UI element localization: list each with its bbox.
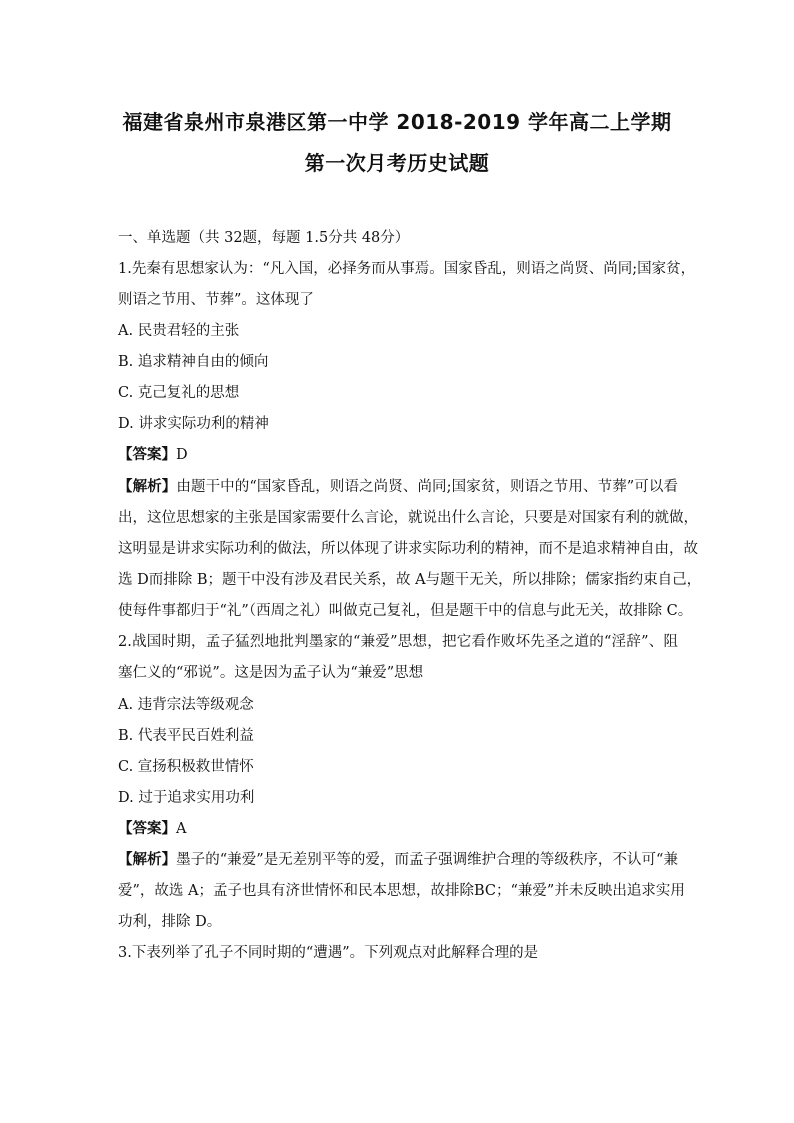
q1-analysis-line-1 — [118, 477, 678, 497]
q2-analysis-line-3: 功利，排除 D。 — [118, 914, 222, 930]
q2-analysis-line-2: 爱”，故选 A；孟子也具有济世情怀和民本思想，故排除BC；“兼爱”并未反映出追求实用 — [118, 883, 685, 899]
exam-title-line-1: 福建省泉州市泉港区第一中学 2018-2019 学年高二上学期 — [122, 110, 672, 134]
exam-title-line-2: 第一次月考历史试题 — [304, 151, 490, 175]
q1-option-d: D. 讲求实际功利的精神 — [118, 416, 269, 432]
q2-option-a: A. 违背宗法等级观念 — [118, 697, 254, 713]
q1-answer-value: D — [176, 447, 188, 463]
q2-answer-value: A — [176, 821, 187, 837]
q3-stem-line-1: 3.下表列举了孔子不同时期的“遭遇”。下列观点对此解释合理的是 — [118, 945, 539, 961]
q1-analysis-text-1: 由题干中的“国家昏乱，则语之尚贤、尚同;国家贫，则语之节用、节葬”可以看 — [176, 479, 678, 495]
q2-analysis-text-1: 墨子的“兼爱”是无差别平等的爱，而孟子强调维护合理的等级秩序，不认可“兼 — [176, 852, 678, 868]
q2-analysis-line-1 — [118, 850, 678, 870]
q2-answer — [118, 819, 678, 839]
section-heading: 一、单选题（共 32题，每题 1.5分共 48分） — [118, 230, 410, 246]
q1-analysis-line-2: 出，这位思想家的主张是国家需要什么言论，就说出什么言论，只要是对国家有利的就做， — [118, 510, 698, 526]
q2-option-d: D. 过于追求实用功利 — [118, 790, 255, 806]
q1-stem-line-1: 1.先秦有思想家认为：“凡入国，必择务而从事焉。国家昏乱，则语之尚贤、尚同;国家贫， — [118, 261, 696, 277]
q1-option-a: A. 民贵君轻的主张 — [118, 323, 240, 339]
q2-option-c: C. 宣扬积极救世情怀 — [118, 759, 254, 775]
q2-stem-line-2: 塞仁义的“邪说”。这是因为孟子认为“兼爱”思想 — [118, 665, 424, 681]
q1-option-c: C. 克己复礼的思想 — [118, 385, 240, 401]
q1-answer-label: 【答案】 — [118, 446, 176, 463]
q2-answer-label: 【答案】 — [118, 820, 176, 837]
q2-option-b: B. 代表平民百姓利益 — [118, 728, 254, 744]
q1-analysis-line-4: 选 D而排除 B；题干中没有涉及君民关系，故 A与题干无关，所以排除；儒家指约束自己， — [118, 572, 702, 588]
q1-analysis-line-5: 使每件事都归于“礼”（西周之礼）叫做克己复礼，但是题干中的信息与此无关，故排除 C。 — [118, 603, 693, 619]
q1-option-b: B. 追求精神自由的倾向 — [118, 354, 269, 370]
q1-answer — [118, 445, 678, 465]
q1-stem-line-2: 则语之节用、节葬”。这体现了 — [118, 292, 314, 308]
q1-analysis-label: 【解析】 — [118, 478, 177, 495]
q1-analysis-line-3: 这明显是讲求实际功利的做法，所以体现了讲求实际功利的精神，而不是追求精神自由，故 — [118, 541, 698, 557]
q2-analysis-label: 【解析】 — [118, 851, 177, 868]
q2-stem-line-1: 2.战国时期，孟子猛烈地批判墨家的“兼爱”思想，把它看作败坏先圣之道的“淫辞”、阻 — [118, 634, 678, 650]
